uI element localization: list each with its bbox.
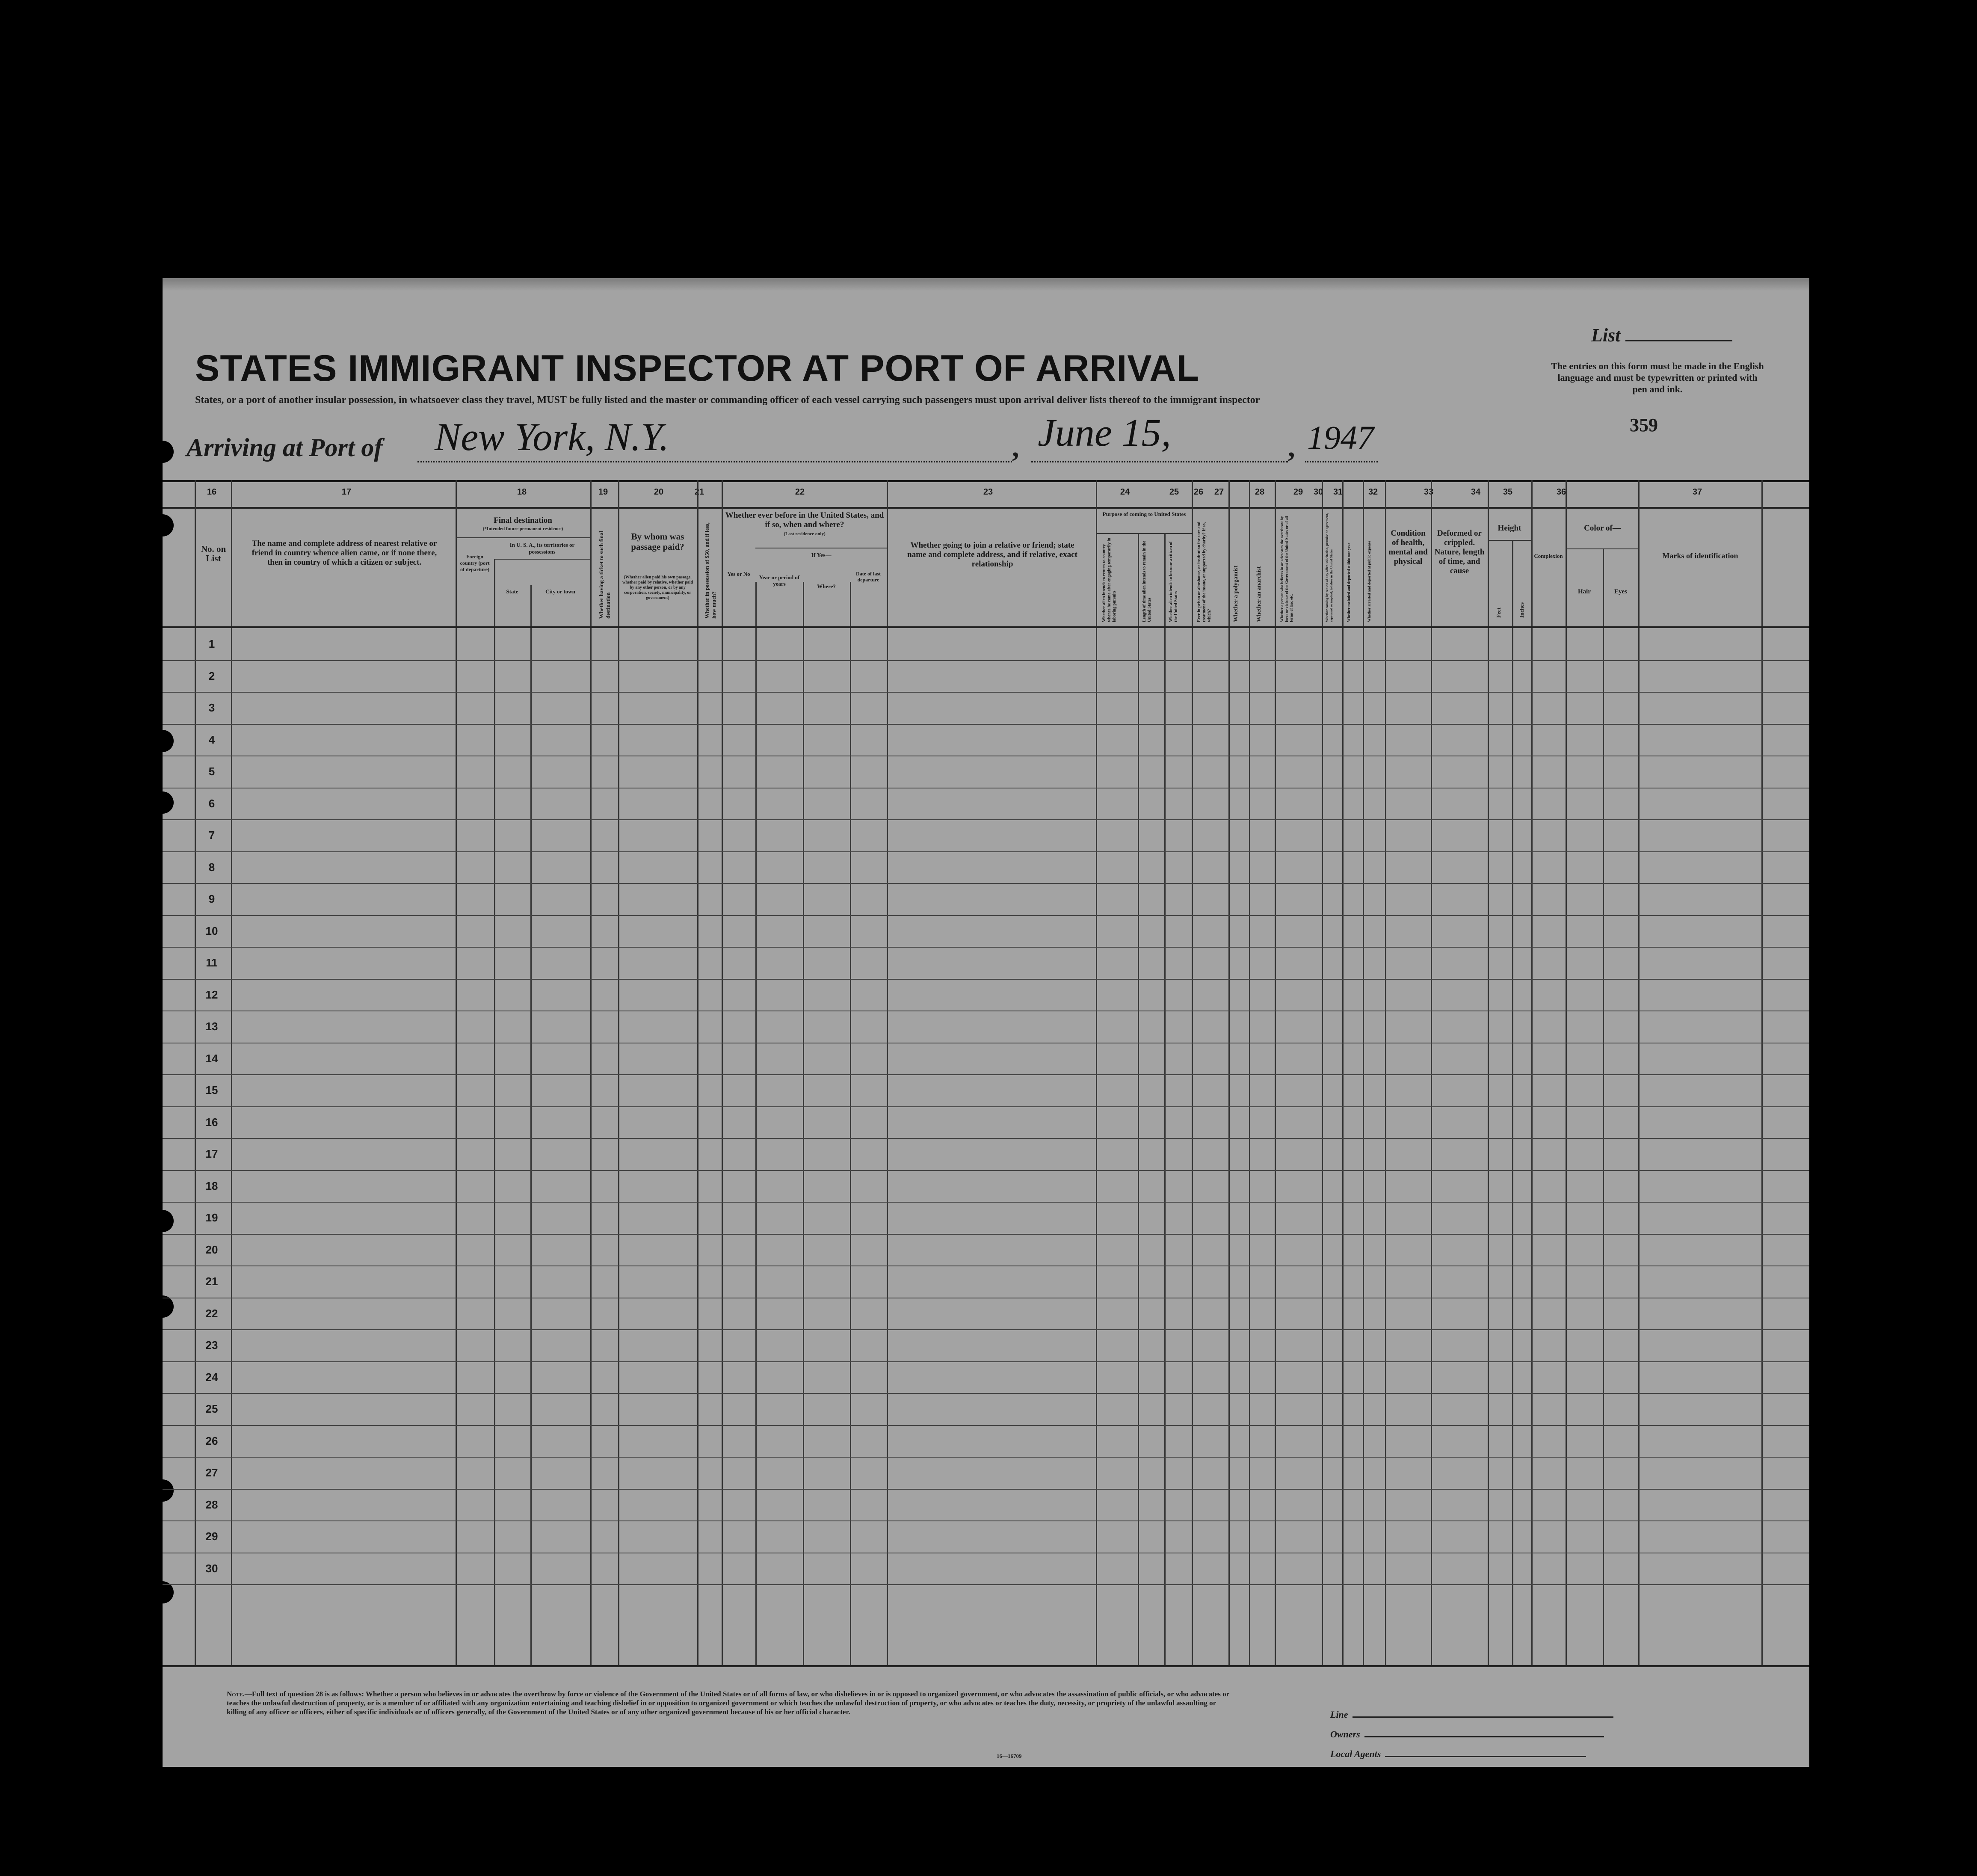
header-overthrow: Whether a person who believes in or advocates the overthrow by force or violence of the Government of the United States or of all forms of law, etc. — [1280, 516, 1293, 622]
col-number: 25 — [1169, 487, 1179, 497]
header-health: Condition of health, mental and physical — [1388, 529, 1428, 566]
table-row — [163, 1393, 1809, 1394]
header-final-destination-note: (*Intended future permanent residence) — [482, 526, 563, 531]
owners-label: Owners — [1330, 1729, 1360, 1740]
header-inches: Inches — [1518, 602, 1525, 618]
header-prison: Ever in prison or almshouse, or institution for care and treatment of the insane, or supported by charity? If so, which? — [1197, 522, 1212, 622]
row-number: 1 — [208, 637, 215, 650]
port-handwritten: New York, N.Y. — [435, 415, 669, 459]
table-row — [163, 1489, 1809, 1490]
table-row — [163, 1265, 1809, 1266]
arriving-label: Arriving at Port of — [186, 433, 383, 462]
header-complexion: Complexion — [1534, 553, 1563, 559]
header-marks: Marks of identification — [1662, 551, 1738, 560]
binder-hole — [163, 441, 174, 463]
table-row — [163, 915, 1809, 916]
header-state: State — [506, 588, 518, 595]
table-row — [163, 692, 1809, 693]
col-number: 24 — [1120, 487, 1130, 497]
table-row — [163, 851, 1809, 852]
arriving-line: Arriving at Port of New York, N.Y. , June 15, , 1947 — [186, 427, 1367, 465]
table-row — [163, 660, 1809, 661]
col-number: 26 — [1193, 487, 1204, 497]
row-number: 19 — [205, 1211, 218, 1224]
local-agents-field — [1330, 1749, 1586, 1760]
manifest-table — [163, 480, 1809, 1665]
table-row — [163, 1520, 1809, 1521]
col-number: 36 — [1556, 487, 1566, 497]
entries-note: The entries on this form must be made in the English language and must be typewritten or printed with pen and ink. — [1551, 361, 1764, 394]
row-number: 25 — [205, 1402, 218, 1415]
header-foreign-country: Foreign country (port of departure) — [460, 554, 490, 572]
header-polygamist: Whether a polygamist — [1233, 566, 1239, 622]
row-number: 15 — [205, 1084, 218, 1097]
row-number: 6 — [208, 797, 215, 810]
table-row — [163, 1425, 1809, 1426]
form-subtitle: States, or a port of another insular possession, in whatsoever class they travel, MUST be fully listed and the master or commanding officer of each vessel carrying such passengers must upon arrival deliver lists thereof to the immigrant inspector — [195, 394, 1260, 406]
header-ever-before: Whether ever before in the United States, and if so, when and where? — [725, 511, 884, 529]
row-number: 9 — [208, 892, 215, 905]
col-number: 28 — [1255, 487, 1265, 497]
table-row — [163, 883, 1809, 884]
table-row — [163, 1584, 1809, 1585]
col-number: 27 — [1214, 487, 1224, 497]
table-row — [163, 819, 1809, 820]
col-number: 21 — [694, 487, 704, 497]
col-number: 23 — [983, 487, 993, 497]
header-purpose: Purpose of coming to United States — [1102, 511, 1186, 517]
header-where: Where? — [817, 583, 836, 590]
header-nearest-relative: The name and complete address of nearest relative or friend in country whence alien came, or if none there, then in country of which a citizen or subject. — [252, 539, 437, 567]
col-number: 22 — [795, 487, 805, 497]
col-number: 32 — [1368, 487, 1378, 497]
list-line — [1625, 340, 1732, 341]
row-number: 8 — [208, 860, 215, 874]
row-number: 30 — [205, 1562, 218, 1575]
header-contract-labor: Whether coming by reason of any offer, solicitation, promise or agreement, expressed or implied, to labor in the United States — [1325, 513, 1333, 622]
owners-field — [1330, 1729, 1604, 1740]
row-number: 16 — [205, 1115, 218, 1129]
header-yes-no: Yes or No — [727, 571, 750, 577]
header-eyes: Eyes — [1614, 588, 1627, 595]
header-year-period: Year or period of years — [759, 574, 800, 587]
header-passage-paid-note: (Whether alien paid his own passage, whether paid by relative, whether paid by any other person, or by any corporation, society, municipality, or government) — [622, 575, 693, 600]
header-excluded: Whether excluded and deported within one year — [1347, 542, 1351, 622]
header-ticket: Whether having a ticket to such final destination — [598, 531, 611, 619]
list-field — [1591, 324, 1732, 346]
header-city-town: City or town — [545, 588, 575, 595]
table-row — [163, 1202, 1809, 1203]
row-number: 4 — [208, 733, 215, 746]
year-handwritten: 1947 — [1307, 419, 1374, 456]
header-feet: Feet — [1495, 608, 1502, 618]
table-row — [163, 1234, 1809, 1235]
note-text: —Full text of question 28 is as follows: Whether a person who believes in or advocates the overthrow by force or violence of the Government of the United States or of all forms of law, or who disbelieves in or is opposed to organized government, or who advocates the assassination of public officials, or who advocates or teaches the unlawful destruction of property, or is a member of or affiliated with any organization entertaining and teaching disbelief in or opposition to organized government or which teaches the unlawful destruction of property, or who advocates or teaches the duty, necessity, or propriety of the unlawful assaulting or killing of any officer or officers, either of specific individuals or of officers generally, of the Government of the United States or of any other organized government because of his or her official character. — [227, 1690, 1229, 1716]
header-going-to-join: Whether going to join a relative or friend; state name and complete address, and if relative, exact relationship — [907, 541, 1077, 569]
date-rule — [1031, 461, 1288, 462]
table-row — [163, 947, 1809, 948]
col-number: 18 — [517, 487, 527, 497]
row-number: 26 — [205, 1434, 218, 1447]
row-number: 2 — [208, 669, 215, 682]
table-row — [163, 979, 1809, 980]
header-no-on-list: No. on List — [201, 544, 226, 563]
row-number: 14 — [205, 1052, 218, 1065]
header-deformed: Deformed or crippled. Nature, length of time, and cause — [1434, 529, 1485, 575]
table-row — [163, 724, 1809, 725]
header-date-last-departure: Date of last departure — [856, 571, 881, 583]
table-row — [163, 1106, 1809, 1107]
row-number: 20 — [205, 1243, 218, 1256]
header-possession-50: Whether in possession of $50, and if less, how much? — [704, 522, 717, 619]
col-number: 19 — [598, 487, 608, 497]
sheet-number: 359 — [1630, 415, 1658, 436]
column-header-area — [163, 507, 1809, 628]
row-number: 23 — [205, 1339, 218, 1351]
row-number: 7 — [208, 829, 215, 842]
row-number: 5 — [208, 765, 215, 778]
line-label: Line — [1330, 1709, 1348, 1720]
header-purpose-citizen: Whether alien intends to become a citizen of the United States — [1169, 541, 1178, 622]
port-rule — [417, 461, 1012, 462]
form-title: STATES IMMIGRANT INSPECTOR AT PORT OF ARRIVAL — [195, 348, 1199, 389]
header-in-usa: In U. S. A., its territories or possessions — [509, 542, 575, 555]
column-number-row — [163, 480, 1809, 509]
row-number: 18 — [205, 1179, 218, 1192]
header-ever-before-note: (Last residence only) — [784, 531, 826, 536]
header-color-of: Color of— — [1584, 524, 1621, 533]
row-number: 12 — [205, 988, 218, 1001]
col-number: 30 — [1313, 487, 1323, 497]
col-number: 17 — [341, 487, 352, 497]
row-number: 28 — [205, 1498, 218, 1511]
header-arrested: Whether arrested and deported at public expense — [1367, 541, 1371, 622]
col-number: 37 — [1692, 487, 1702, 497]
table-row — [163, 1074, 1809, 1075]
col-number: 35 — [1503, 487, 1513, 497]
col-number: 20 — [654, 487, 664, 497]
row-number: 21 — [205, 1275, 218, 1288]
header-final-destination: Final destination — [494, 516, 552, 525]
col-number: 29 — [1293, 487, 1303, 497]
header-if-yes: If Yes— — [811, 552, 832, 559]
header-purpose-length: Length of time alien intends to remain in the United States — [1142, 541, 1152, 622]
row-number: 24 — [205, 1370, 218, 1384]
line-field — [1330, 1709, 1613, 1720]
manifest-sheet — [163, 278, 1809, 1767]
local-agents-label: Local Agents — [1330, 1749, 1381, 1759]
row-number: 22 — [205, 1307, 218, 1320]
row-number: 17 — [205, 1147, 218, 1160]
row-number: 13 — [205, 1020, 218, 1033]
col-number: 33 — [1424, 487, 1434, 497]
table-row — [163, 1457, 1809, 1458]
row-number: 27 — [205, 1466, 218, 1479]
table-row — [163, 1170, 1809, 1171]
note-label: Note. — [227, 1690, 245, 1698]
list-label: List — [1591, 325, 1621, 346]
year-rule — [1305, 461, 1378, 462]
col-number: 16 — [207, 487, 217, 497]
row-number: 11 — [206, 956, 218, 969]
header-hair: Hair — [1578, 588, 1591, 595]
form-footer — [163, 1665, 1809, 1767]
print-code: 16—16709 — [997, 1753, 1022, 1759]
date-handwritten: June 15, — [1038, 411, 1171, 454]
table-row — [163, 1329, 1809, 1330]
table-row — [163, 1361, 1809, 1362]
col-number: 31 — [1333, 487, 1343, 497]
table-row — [163, 1138, 1809, 1139]
footnote-q28 — [227, 1689, 1232, 1716]
header-passage-paid: By whom was passage paid? — [631, 531, 684, 552]
header-anarchist: Whether an anarchist — [1256, 566, 1262, 622]
row-number: 3 — [208, 701, 215, 714]
header-purpose-return: Whether alien intends to return to country whence he came after engaging temporarily in laboring pursuits — [1102, 538, 1117, 622]
row-number: 10 — [205, 924, 218, 937]
row-number: 29 — [205, 1530, 218, 1543]
header-height: Height — [1498, 524, 1521, 533]
col-number: 34 — [1471, 487, 1481, 497]
